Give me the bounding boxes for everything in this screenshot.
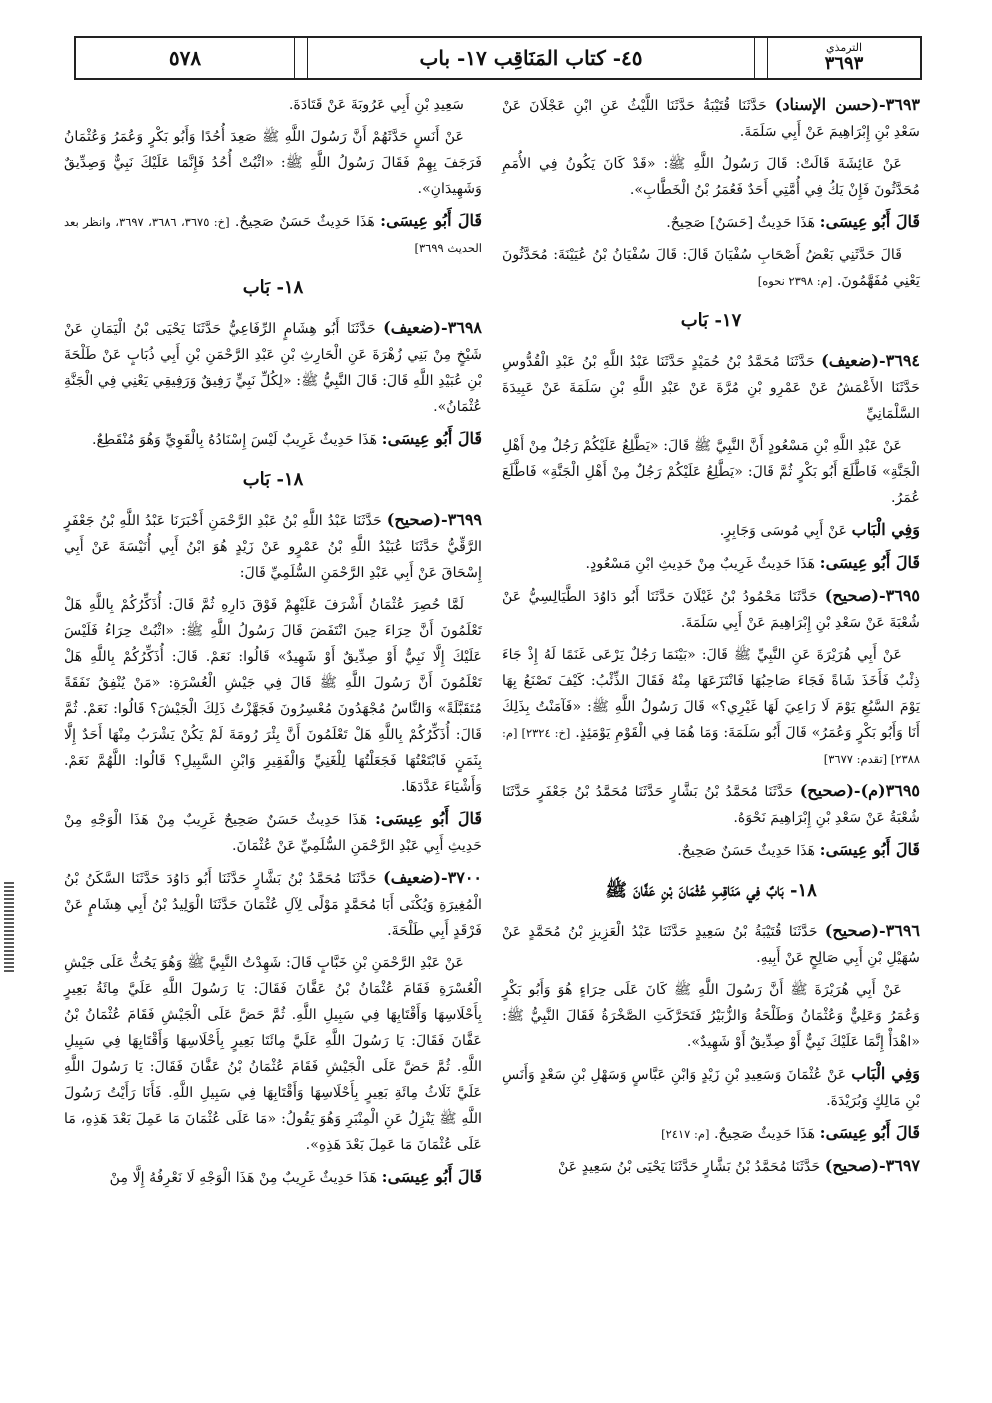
text-body: حَدَّثَنَا قُتَيْبَةُ حَدَّثَنَا اللَّيْثُ عَنِ ابْنِ عَجْلَانَ عَنْ سَعْدِ بْنِ إِبْرَاهِيمَ عَنْ أَبِي سَلَمَةَ.: [502, 98, 920, 140]
hadith-chain: [502, 583, 920, 636]
hadith-number: ٣٦٩٩-(صحيح): [386, 510, 482, 529]
ruling-label: قَالَ أَبُو عِيسَى:: [819, 212, 920, 231]
hadith-ruling: [502, 1120, 920, 1147]
page-number: ٥٧٨: [168, 46, 202, 70]
book-info: [767, 38, 920, 78]
ruling-label: قَالَ أَبُو عِيسَى:: [819, 840, 920, 859]
chapter-heading: ١٨- بَابٌ فِي مَنَاقِبِ عُثْمَانَ بْنِ عَفَّانَ ﷺ: [605, 880, 817, 901]
text-body: هَذَا حَدِيثٌ حَسَنٌ صَحِيحٌ غَرِيبٌ مِنْ هَذَا الْوَجْهِ مِنْ حَدِيثِ أَبِي عَبْدِ الرَّحْمَنِ السُّلَمِيِّ عَنْ عُثْمَانَ.: [64, 812, 482, 854]
hadith-chain: [502, 778, 920, 831]
text-body: عَنْ عُثْمَانَ وَسَعِيدِ بْنِ زَيْدٍ وَابْنِ عَبَّاسٍ وَسَهْلِ بْنِ سَعْدٍ وَأَنَسِ بْنِ مَالِكٍ وَبُرَيْدَةَ.: [502, 1067, 920, 1109]
hadith-number: ٣٦٩٥(م)-(صحيح): [799, 781, 920, 800]
hadith-number: ٣٦٩٦-(صحيح): [824, 921, 920, 940]
hadith-ruling: [64, 426, 482, 453]
hadith-text: [64, 124, 482, 202]
citation-ref: [م: ٢٤١٧]: [661, 1127, 710, 1141]
text-body: هَذَا حَدِيثٌ غَرِيبٌ لَيْسَ إِسْنَادُهُ بِالْقَوِيِّ وَهُوَ مُنْقَطِعٌ.: [91, 432, 378, 448]
text-body: عَنْ أَنَسٍ حَدَّثَهُمْ أَنَّ رَسُولَ اللَّهِ ﷺ صَعِدَ أُحُدًا وَأَبُو بَكْرٍ وَعُمَرُ وَعُثْمَانُ فَرَجَفَ بِهِمْ فَقَالَ رَسُولُ اللَّهِ ﷺ: «اثْبُتْ أُحُدُ فَإِنَّمَا عَلَيْكَ نَبِيٌّ وَصِدِّيقٌ وَشَهِيدَانِ».: [64, 129, 482, 197]
ruling-label: قَالَ أَبُو عِيسَى:: [375, 809, 483, 828]
citation-ref: [خ: ٣٦٧٥، ٣٦٨٦، ٣٦٩٧، وانظر بعد الحديث ٣٦٩٩]: [64, 215, 482, 255]
hadith-ruling: [502, 517, 920, 544]
hadith-ruling: [502, 550, 920, 577]
ruling-label: قَالَ أَبُو عِيسَى:: [380, 211, 482, 230]
text-body: سَعِيدِ بْنِ أَبِي عَرُوبَةَ عَنْ قَتَادَةَ.: [288, 97, 464, 113]
text-body: هَذَا حَدِيثٌ حَسَنٌ صَحِيحٌ.: [234, 214, 375, 230]
text-body: حَدَّثَنَا قُتَيْبَةُ بْنُ سَعِيدٍ حَدَّثَنَا عَبْدُ الْعَزِيزِ بْنُ مُحَمَّدٍ عَنْ سُهَيْلِ بْنِ أَبِي صَالِحٍ عَنْ أَبِيهِ.: [502, 924, 920, 966]
text-body: عَنْ أَبِي هُرَيْرَةَ عَنِ النَّبِيِّ ﷺ قَالَ: «بَيْنَمَا رَجُلٌ يَرْعَى غَنَمًا لَهُ إِذْ جَاءَ ذِئْبٌ فَأَخَذَ شَاةً فَجَاءَ صَاحِبُهَا فَانْتَزَعَهَا مِنْهُ فَقَالَ الذِّئْبُ: كَيْفَ تَصْنَعُ بِهَا يَوْمَ السَّبُعِ يَوْمَ لَا رَاعِيَ لَهَا غَيْرِي؟» قَالَ رَسُولُ اللَّهِ ﷺ: «فَآمَنْتُ بِذَلِكَ أَنَا وَأَبُو بَكْرٍ وَعُمَرُ» قَالَ أَبُو سَلَمَةَ: وَمَا هُمَا فِي الْقَوْمِ يَوْمَئِذٍ.: [502, 647, 920, 741]
text-body: عَنْ عَائِشَةَ قَالَتْ: قَالَ رَسُولُ اللَّهِ ﷺ: «قَدْ كَانَ يَكُونُ فِي الأُمَمِ مُحَدَّثُونَ فَإِنْ يَكُ فِي أُمَّتِي أَحَدٌ فَعُمَرُ بْنُ الْخَطَّابِ».: [502, 156, 920, 198]
header-divider: [754, 38, 767, 78]
hadith-chain: [64, 865, 482, 944]
hadith-ruling: [502, 209, 920, 236]
text-body: حَدَّثَنَا مُحَمَّدُ بْنُ حُمَيْدٍ حَدَّثَنَا عَبْدُ اللَّهِ بْنُ عَبْدِ الْقُدُّوسِ حَدَّثَنَا الأَعْمَشُ عَنْ عَمْرِو بْنِ مُرَّةَ عَنْ عَبْدِ اللَّهِ بْنِ سَلَمَةَ عَنْ عَبِيدَةَ السَّلْمَانِيِّ: [502, 354, 920, 422]
text-body: هَذَا حَدِيثٌ صَحِيحٌ.: [713, 1126, 816, 1142]
hadith-text: [64, 950, 482, 1158]
margin-thumb-index: [4, 880, 14, 972]
ruling-label: قَالَ أَبُو عِيسَى:: [381, 1167, 482, 1186]
text-body: عَنْ أَبِي مُوسَى وَجَابِرٍ.: [719, 523, 848, 539]
hadith-number: ٣٦٩٣-(حسن الإسناد): [774, 95, 920, 114]
chapter-heading: ١٨- بَاب: [242, 469, 304, 490]
text-body: حَدَّثَنَا مُحَمَّدُ بْنُ بَشَّارٍ حَدَّثَنَا أَبُو دَاوُدَ حَدَّثَنَا السَّكَنُ بْنُ الْمُغِيرَةِ وَيُكْنَى أَبَا مُحَمَّدٍ مَوْلًى لِآلِ عُثْمَانَ حَدَّثَنَا الْوَلِيدُ بْنُ أَبِي هِشَامٍ عَنْ فَرْقَدٍ أَبِي طَلْحَةَ.: [64, 871, 482, 939]
text-body: حَدَّثَنَا مُحَمَّدُ بْنُ بَشَّارٍ حَدَّثَنَا يَحْيَى بْنُ سَعِيدٍ عَنْ: [558, 1159, 821, 1175]
text-body: عَنْ عَبْدِ الرَّحْمَنِ بْنِ خَبَّابٍ قَالَ: شَهِدْتُ النَّبِيَّ ﷺ وَهُوَ يَحُثُّ عَلَى جَيْشِ الْعُسْرَةِ فَقَامَ عُثْمَانُ بْنُ عَفَّانَ فَقَالَ: يَا رَسُولَ اللَّهِ عَلَيَّ مِائَةُ بَعِيرٍ بِأَحْلَاسِهَا وَأَقْتَابِهَا فِي سَبِيلِ اللَّهِ. ثُمَّ حَضَّ عَلَى الْجَيْشِ فَقَامَ عُثْمَانُ بْنُ عَفَّانَ فَقَالَ: يَا رَسُولَ اللَّهِ عَلَيَّ مِائَتَا بَعِيرٍ بِأَحْلَاسِهَا وَأَقْتَابِهَا فِي سَبِيلِ اللَّهِ. ثُمَّ حَضَّ عَلَى الْجَيْشِ فَقَامَ عُثْمَانُ بْنُ عَفَّانَ فَقَالَ: يَا رَسُولَ اللَّهِ عَلَيَّ ثَلَاثُ مِائَةِ بَعِيرٍ بِأَحْلَاسِهَا وَأَقْتَابِهَا فِي سَبِيلِ اللَّهِ. فَأَنَا رَأَيْتُ رَسُولَ اللَّهِ ﷺ يَنْزِلُ عَنِ الْمِنْبَرِ وَهُوَ يَقُولُ: «مَا عَلَى عُثْمَانَ مَا عَمِلَ بَعْدَ هَذِهِ، مَا عَلَى عُثْمَانَ مَا عَمِلَ بَعْدَ هَذِهِ».: [64, 955, 482, 1153]
hadith-ruling: [64, 1164, 482, 1191]
running-title: ٤٥- كتاب المَنَاقِب ١٧- باب: [307, 38, 754, 78]
hadith-ruling: [64, 208, 482, 261]
citation-ref: [م: ٢٣٩٨ نحوه]: [757, 274, 833, 288]
hadith-number: ٣٦٩٧-(صحيح): [824, 1156, 920, 1175]
text-body: حَدَّثَنَا أَبُو هِشَامٍ الرِّفَاعِيُّ حَدَّثَنَا يَحْيَى بْنُ الْيَمَانِ عَنْ شَيْخٍ مِنْ بَنِي زُهْرَةَ عَنِ الْحَارِثِ بْنِ عَبْدِ الرَّحْمَنِ بْنِ أَبِي ذُبَابٍ عَنْ طَلْحَةَ بْنِ عُبَيْدِ اللَّهِ قَالَ: قَالَ النَّبِيُّ ﷺ: «لِكُلِّ نَبِيٍّ رَفِيقٌ وَرَفِيقِي يَعْنِي فِي الْجَنَّةِ عُثْمَانُ».: [64, 321, 482, 415]
left-text-column: [64, 92, 482, 1197]
ruling-label: وَفِي الْبَاب: [851, 1064, 920, 1083]
hadith-text: [502, 433, 920, 511]
text-body: لَمَّا حُصِرَ عُثْمَانُ أَشْرَفَ عَلَيْهِمْ فَوْقَ دَارِهِ ثُمَّ قَالَ: أُذَكِّرُكُمْ بِاللَّهِ هَلْ تَعْلَمُونَ أَنَّ حِرَاءَ حِينَ انْتَفَضَ قَالَ رَسُولُ اللَّهِ ﷺ: «اثْبُتْ حِرَاءُ فَلَيْسَ عَلَيْكَ إِلَّا نَبِيٌّ أَوْ صِدِّيقٌ أَوْ شَهِيدٌ» قَالُوا: نَعَمْ. قَالَ: أُذَكِّرُكُمْ بِاللَّهِ هَلْ تَعْلَمُونَ أَنَّ رَسُولَ اللَّهِ ﷺ قَالَ فِي جَيْشِ الْعُسْرَةِ: «مَنْ يُنْفِقُ نَفَقَةً مُتَقَبَّلَةً» وَالنَّاسُ مُجْهَدُونَ مُعْسِرُونَ فَجَهَّزْتُ ذَلِكَ الْجَيْشَ؟ قَالُوا: نَعَمْ. ثُمَّ قَالَ: أُذَكِّرُكُمْ بِاللَّهِ هَلْ تَعْلَمُونَ أَنَّ بِئْرَ رُومَةَ لَمْ يَكُنْ يَشْرَبُ مِنْهَا أَحَدٌ إِلَّا بِثَمَنٍ فَابْتَعْتُهَا فَجَعَلْتُهَا لِلْغَنِيِّ وَالْفَقِيرِ وَابْنِ السَّبِيلِ؟ قَالُوا: اللَّهُمَّ نَعَمْ. وَأَشْيَاءَ عَدَّدَهَا.: [64, 597, 482, 795]
hadith-ruling: [64, 806, 482, 859]
hadith-number: ٣٧٠٠-(ضعيف): [383, 868, 482, 887]
page-header: [74, 36, 922, 80]
right-text-column: [502, 92, 920, 1186]
hadith-chain: [502, 348, 920, 427]
hadith-text: [64, 92, 482, 118]
text-body: حَدَّثَنَا عَبْدُ اللَّهِ بْنُ عَبْدِ الرَّحْمَنِ أَخْبَرَنَا عَبْدُ اللَّهِ بْنُ جَعْفَرٍ الرَّقِّيُّ حَدَّثَنَا عُبَيْدُ اللَّهِ بْنُ عَمْرٍو عَنْ زَيْدٍ هُوَ ابْنُ أَبِي أُنَيْسَةَ عَنْ أَبِي إِسْحَاقَ عَنْ أَبِي عَبْدِ الرَّحْمَنِ السُّلَمِيِّ قَالَ:: [64, 513, 482, 581]
hadith-ruling: [502, 1061, 920, 1114]
text-body: هَذَا حَدِيثٌ [حَسَنٌ] صَحِيحٌ.: [666, 215, 816, 231]
hadith-text: [502, 151, 920, 203]
citation-ref: [خ: ٢٣٢٤] [م: ٢٣٨٨] [تقدم: ٣٦٧٧]: [502, 726, 920, 766]
ruling-label: قَالَ أَبُو عِيسَى:: [381, 429, 482, 448]
ruling-label: وَفِي الْبَاب: [851, 520, 920, 539]
hadith-chain: [64, 315, 482, 420]
chapter-heading: ١٧- بَاب: [680, 310, 742, 331]
hadith-text: [502, 977, 920, 1055]
text-body: قَالَ حَدَّثَنِي بَعْضُ أَصْحَابِ سُفْيَانَ قَالَ: قَالَ سُفْيَانُ بْنُ عُيَيْنَةَ: مُحَدَّثُونَ يَعْنِي مُفَهَّمُونَ.: [502, 247, 920, 289]
text-body: هَذَا حَدِيثٌ غَرِيبٌ مِنْ هَذَا الْوَجْهِ لَا نَعْرِفُهُ إِلَّا مِنْ: [109, 1170, 378, 1186]
text-body: عَنْ عَبْدِ اللَّهِ بْنِ مَسْعُودٍ أَنَّ النَّبِيَّ ﷺ قَالَ: «يَطَّلِعُ عَلَيْكُمْ رَجُلٌ مِنْ أَهْلِ الْجَنَّةِ» فَاطَّلَعَ أَبُو بَكْرٍ ثُمَّ قَالَ: «يَطَّلِعُ عَلَيْكُمْ رَجُلٌ مِنْ أَهْلِ الْجَنَّةِ» فَاطَّلَعَ عُمَرُ.: [502, 438, 920, 506]
ruling-label: قَالَ أَبُو عِيسَى:: [819, 553, 920, 572]
ruling-label: قَالَ أَبُو عِيسَى:: [819, 1123, 920, 1142]
book-name: الترمذي: [825, 41, 863, 55]
hadith-chain: [64, 507, 482, 586]
hadith-text: [64, 592, 482, 800]
hadith-chain: [502, 92, 920, 145]
text-body: هَذَا حَدِيثٌ غَرِيبٌ مِنْ حَدِيثِ ابْنِ مَسْعُودٍ.: [585, 556, 816, 572]
text-body: عَنْ أَبِي هُرَيْرَةَ ﷺ أَنَّ رَسُولَ اللَّهِ ﷺ كَانَ عَلَى حِرَاءٍ هُوَ وَأَبُو بَكْرٍ وَعُمَرُ وَعَلِيٌّ وَعُثْمَانُ وَطَلْحَةُ وَالزُّبَيْرُ فَتَحَرَّكَتِ الصَّخْرَةُ فَقَالَ النَّبِيُّ ﷺ: «اهْدَأْ إِنَّمَا عَلَيْكَ نَبِيٌّ أَوْ صِدِّيقٌ أَوْ شَهِيدٌ».: [502, 982, 920, 1050]
hadith-number: ٣٦٩٥-(صحيح): [824, 586, 920, 605]
text-body: حَدَّثَنَا مَحْمُودُ بْنُ غَيْلَانَ حَدَّثَنَا أَبُو دَاوُدَ الطَّيَالِسِيُّ عَنْ شُعْبَةَ عَنْ سَعْدِ بْنِ إِبْرَاهِيمَ عَنْ أَبِي سَلَمَةَ.: [502, 589, 920, 631]
header-divider: [294, 38, 307, 78]
hadith-chain: [502, 1153, 920, 1180]
hadith-range: ٣٦٩٣: [824, 53, 864, 75]
hadith-text: [502, 642, 920, 772]
hadith-chain: [502, 918, 920, 971]
hadith-text: [502, 242, 920, 294]
text-body: هَذَا حَدِيثٌ حَسَنٌ صَحِيحٌ.: [677, 843, 816, 859]
chapter-heading: ١٨- بَاب: [242, 277, 304, 298]
hadith-ruling: [502, 837, 920, 864]
hadith-number: ٣٦٩٤-(ضعيف): [821, 351, 921, 370]
text-body: حَدَّثَنَا مُحَمَّدُ بْنُ بَشَّارٍ حَدَّثَنَا مُحَمَّدُ بْنُ جَعْفَرٍ حَدَّثَنَا شُعْبَةُ عَنْ سَعْدِ بْنِ إِبْرَاهِيمَ نَحْوَهُ.: [502, 784, 920, 826]
hadith-number: ٣٦٩٨-(ضعيف): [383, 318, 482, 337]
